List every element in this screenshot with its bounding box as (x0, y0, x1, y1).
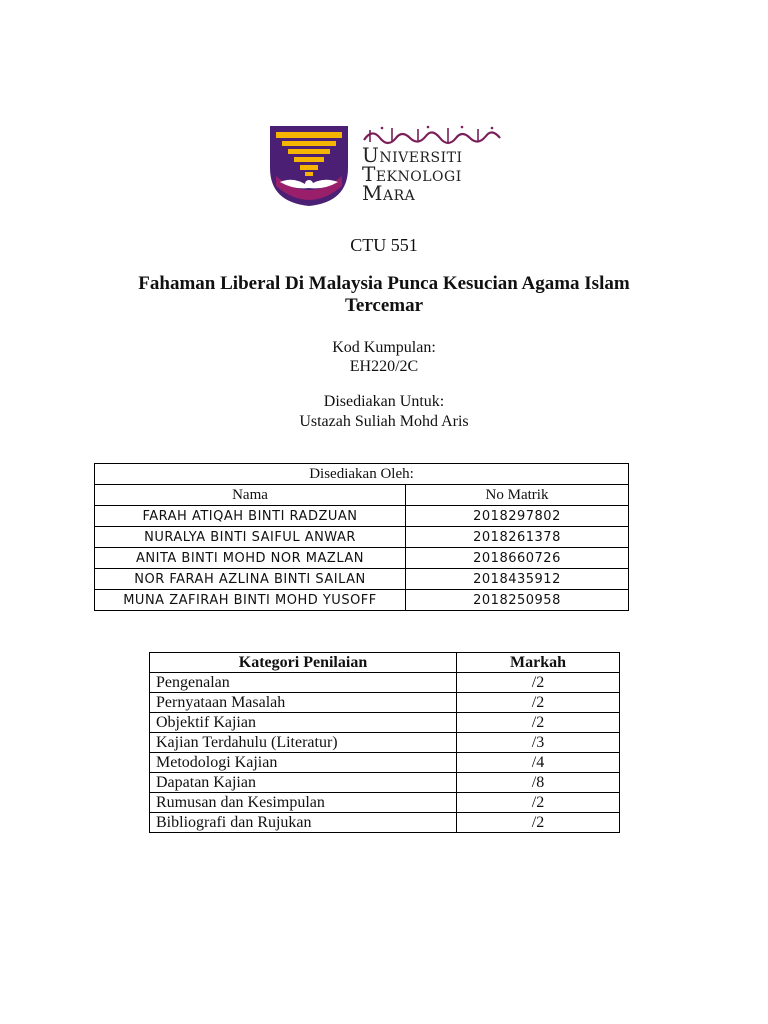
category-label: Kajian Terdahulu (Literatur) (150, 733, 457, 753)
table-row (95, 527, 629, 548)
table-row (95, 569, 629, 590)
members-caption-row (95, 464, 629, 485)
category-label: Objektif Kajian (150, 713, 457, 733)
category-label: Metodologi Kajian (150, 753, 457, 773)
header-no-matrik: No Matrik (406, 485, 629, 506)
member-name: ANITA BINTI MOHD NOR MAZLAN (95, 548, 406, 569)
table-row (150, 693, 620, 713)
members-caption: Disediakan Oleh: (95, 464, 629, 485)
table-row (95, 548, 629, 569)
category-mark: /2 (457, 693, 620, 713)
uitm-logo (268, 124, 508, 210)
table-row (150, 713, 620, 733)
table-row (95, 590, 629, 611)
category-mark: /2 (457, 673, 620, 693)
table-row (150, 813, 620, 833)
table-row (150, 673, 620, 693)
category-label: Rumusan dan Kesimpulan (150, 793, 457, 813)
category-label: Pernyataan Masalah (150, 693, 457, 713)
logo-line-mara: Mara (362, 181, 416, 205)
university-name (362, 143, 463, 205)
table-row (150, 753, 620, 773)
member-matric: 2018250958 (406, 590, 629, 611)
title-line-1: Fahaman Liberal Di Malaysia Punca Kesucian Agama Islam (138, 273, 630, 294)
marks-header-row (150, 653, 620, 673)
category-mark: /8 (457, 773, 620, 793)
category-label: Dapatan Kajian (150, 773, 457, 793)
category-mark: /4 (457, 753, 620, 773)
uitm-shield-icon (268, 124, 350, 208)
category-mark: /3 (457, 733, 620, 753)
table-row (150, 773, 620, 793)
table-row (150, 733, 620, 753)
category-label: Pengenalan (150, 673, 457, 693)
group-code-value: EH220/2C (349, 358, 419, 375)
category-mark: /2 (457, 713, 620, 733)
group-code-label: Kod Kumpulan: (332, 339, 436, 356)
member-name: MUNA ZAFIRAH BINTI MOHD YUSOFF (95, 590, 406, 611)
table-row (95, 506, 629, 527)
category-mark: /2 (457, 793, 620, 813)
logo-line-teknologi: Teknologi (362, 162, 462, 186)
member-matric: 2018435912 (406, 569, 629, 590)
member-name: NOR FARAH AZLINA BINTI SAILAN (95, 569, 406, 590)
header-nama: Nama (95, 485, 406, 506)
member-name: NURALYA BINTI SAIFUL ANWAR (95, 527, 406, 548)
member-name: FARAH ATIQAH BINTI RADZUAN (95, 506, 406, 527)
member-matric: 2018660726 (406, 548, 629, 569)
course-code: CTU 551 (350, 235, 418, 255)
member-matric: 2018297802 (406, 506, 629, 527)
member-matric: 2018261378 (406, 527, 629, 548)
prepared-for-value: Ustazah Suliah Mohd Aris (299, 413, 469, 430)
prepared-for-label: Disediakan Untuk: (323, 393, 445, 410)
category-label: Bibliografi dan Rujukan (150, 813, 457, 833)
marks-table (149, 652, 620, 833)
header-kategori: Kategori Penilaian (150, 653, 457, 673)
category-mark: /2 (457, 813, 620, 833)
logo-line-universiti: Universiti (362, 143, 463, 167)
header-markah: Markah (457, 653, 620, 673)
table-row (150, 793, 620, 813)
title-line-2: Tercemar (344, 295, 424, 316)
members-header-row (95, 485, 629, 506)
members-table (94, 463, 629, 611)
document-title (0, 273, 768, 317)
